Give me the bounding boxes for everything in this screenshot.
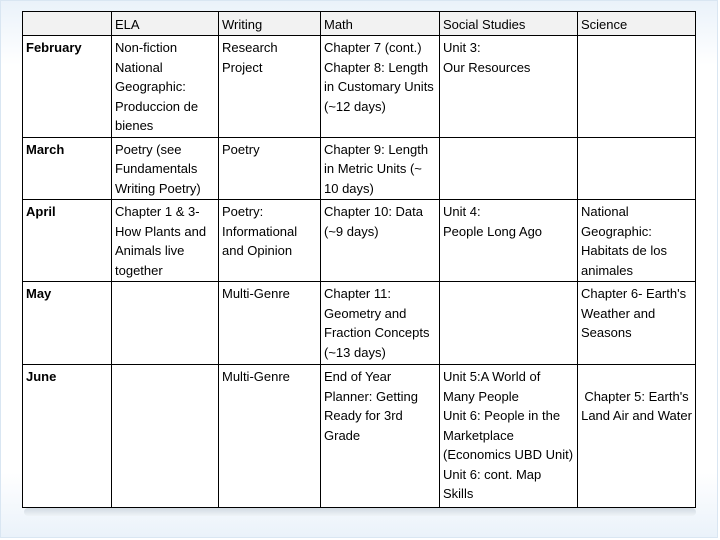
science-cell: Chapter 5: Earth's Land Air and Water	[578, 365, 696, 508]
slide-bottom-shadow	[24, 508, 696, 516]
science-cell	[578, 36, 696, 138]
header-month	[23, 12, 112, 36]
month-cell: May	[23, 282, 112, 365]
science-cell: National Geographic: Habitats de los animales	[578, 200, 696, 282]
writing-cell: Multi-Genre	[219, 365, 321, 508]
writing-cell: Research Project	[219, 36, 321, 138]
ela-cell: Non-fiction National Geographic: Produccion de bienes	[112, 36, 219, 138]
ela-cell	[112, 282, 219, 365]
curriculum-schedule-table	[22, 11, 696, 508]
header-social-studies: Social Studies	[440, 12, 578, 36]
month-cell: March	[23, 137, 112, 200]
writing-cell: Multi-Genre	[219, 282, 321, 365]
math-cell: Chapter 7 (cont.) Chapter 8: Length in Customary Units (~12 days)	[321, 36, 440, 138]
row-june	[23, 365, 696, 508]
month-cell: February	[23, 36, 112, 138]
writing-cell: Poetry	[219, 137, 321, 200]
header-science: Science	[578, 12, 696, 36]
header-writing: Writing	[219, 12, 321, 36]
social-studies-cell: Unit 4: People Long Ago	[440, 200, 578, 282]
ela-cell	[112, 365, 219, 508]
math-cell: End of Year Planner: Getting Ready for 3rd Grade	[321, 365, 440, 508]
row-april	[23, 200, 696, 282]
math-cell: Chapter 10: Data (~9 days)	[321, 200, 440, 282]
social-studies-cell: Unit 5:A World of Many People Unit 6: People in the Marketplace (Economics UBD Unit) Unit 6: cont. Map Skills	[440, 365, 578, 508]
month-cell: June	[23, 365, 112, 508]
math-cell: Chapter 9: Length in Metric Units (~ 10 days)	[321, 137, 440, 200]
header-ela: ELA	[112, 12, 219, 36]
science-cell	[578, 137, 696, 200]
header-row	[23, 12, 696, 36]
ela-cell: Chapter 1 & 3- How Plants and Animals live together	[112, 200, 219, 282]
social-studies-cell	[440, 282, 578, 365]
header-math: Math	[321, 12, 440, 36]
ela-cell: Poetry (see Fundamentals Writing Poetry)	[112, 137, 219, 200]
social-studies-cell: Unit 3: Our Resources	[440, 36, 578, 138]
science-cell: Chapter 6- Earth's Weather and Seasons	[578, 282, 696, 365]
row-may	[23, 282, 696, 365]
row-march	[23, 137, 696, 200]
row-february	[23, 36, 696, 138]
writing-cell: Poetry: Informational and Opinion	[219, 200, 321, 282]
math-cell: Chapter 11: Geometry and Fraction Concepts (~13 days)	[321, 282, 440, 365]
month-cell: April	[23, 200, 112, 282]
social-studies-cell	[440, 137, 578, 200]
